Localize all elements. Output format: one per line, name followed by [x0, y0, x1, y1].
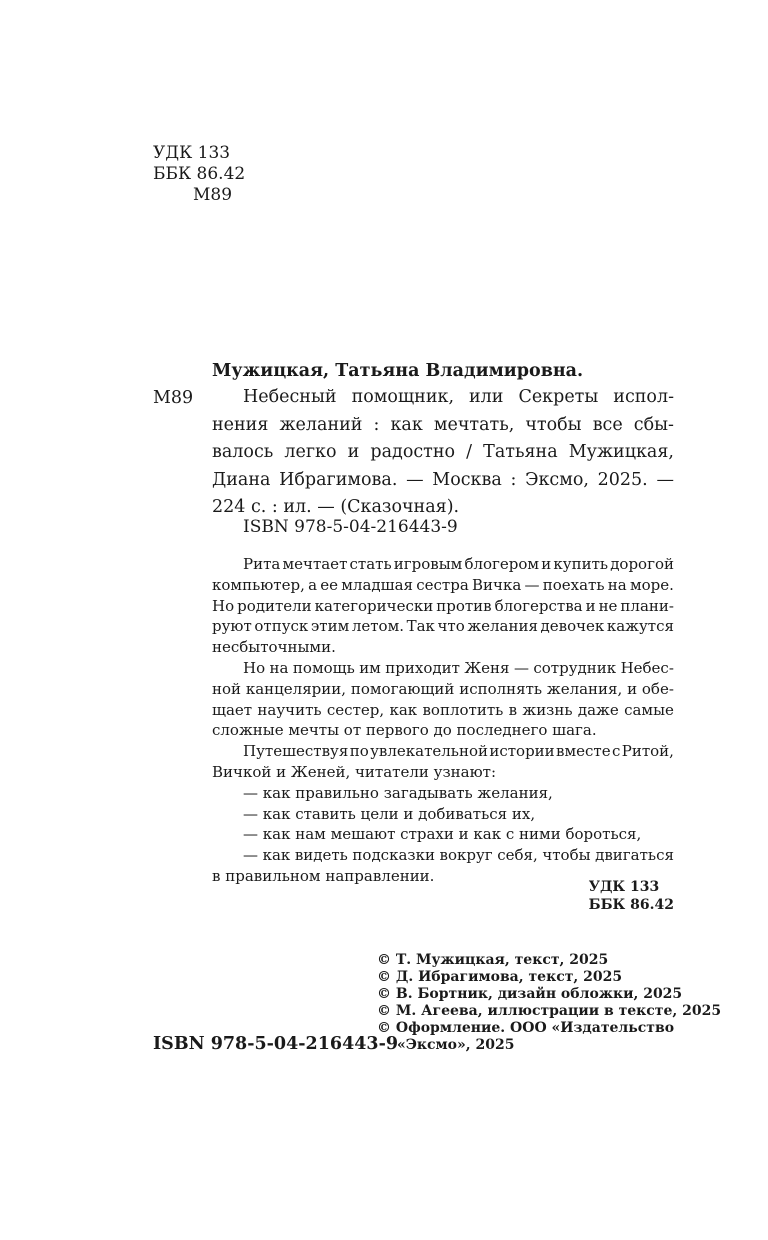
- copyright-line: © Т. Мужицкая, текст, 2025: [377, 952, 609, 968]
- annotation-line: Путешествуя по увлекательной истории вместе с Ритой,: [243, 742, 674, 761]
- bbk-code: ББК 86.42: [153, 164, 246, 184]
- copyright-block: [377, 952, 721, 1054]
- copyright-line: © М. Агеева, иллюстрации в тексте, 2025: [377, 1003, 722, 1019]
- bbk-code-bottom: ББК 86.42: [588, 897, 674, 913]
- classification-bottom: [589, 878, 674, 914]
- bib-line: [212, 467, 674, 495]
- bibliographic-description: [212, 384, 674, 522]
- annotation-line: несбыточными.: [212, 638, 336, 657]
- annotation: [212, 554, 674, 887]
- bib-line-text: валось легко и радостно / Татьяна Мужицкая,: [212, 442, 674, 462]
- udk-code: УДК 133: [153, 143, 231, 163]
- annotation-line: в правильном направлении.: [212, 866, 435, 885]
- classification-top: [153, 143, 245, 206]
- copyright-line: © Оформление. ООО «Издательство: [377, 1020, 675, 1036]
- udk-code-bottom: УДК 133: [588, 879, 660, 895]
- annotation-list-item: — как правильно загадывать желания,: [243, 783, 553, 802]
- annotation-line: щает научить сестер, как воплотить в жизнь даже самые: [212, 700, 674, 719]
- copyright-line: © В. Бортник, дизайн обложки, 2025: [377, 986, 683, 1002]
- annotation-list-item: — как ставить цели и добиваться их,: [243, 804, 536, 823]
- isbn-bottom: ISBN 978-5-04-216443-9: [153, 1034, 399, 1054]
- left-author-sign: М89: [153, 388, 194, 408]
- annotation-line: руют отпуск этим летом. Так что желания девочек кажутся: [212, 617, 674, 636]
- bib-line-text: нения желаний : как мечтать, чтобы все сбы-: [212, 414, 674, 435]
- annotation-line: Вичкой и Женей, читатели узнают:: [212, 762, 496, 781]
- copyright-line: «Эксмо», 2025: [397, 1037, 515, 1053]
- bib-line-text: 224 с. : ил. — (Сказочная).: [212, 497, 460, 517]
- annotation-list-item: — как нам мешают страхи и как с ними бороться,: [243, 825, 642, 844]
- annotation-line: Рита мечтает стать игровым блогером и купить дорогой: [243, 555, 674, 573]
- annotation-line: Но родители категорически против блогерства и не плани-: [212, 596, 674, 615]
- bib-line-text: Диана Ибрагимова. — Москва : Эксмо, 2025. —: [212, 469, 674, 490]
- annotation-line: Но на помощь им приходит Женя — сотрудник Небес-: [243, 658, 674, 677]
- annotation-line: ной канцелярии, помогающий исполнять желания, и обе-: [212, 679, 674, 698]
- isbn-line: ISBN 978-5-04-216443-9: [243, 517, 458, 537]
- bib-line: [212, 412, 674, 440]
- bib-line-text: Небесный помощник, или Секреты испол-: [243, 387, 674, 407]
- author-sign: М89: [193, 185, 233, 205]
- annotation-list-item: — как видеть подсказки вокруг себя, чтобы двигаться: [243, 846, 674, 865]
- author-heading: Мужицкая, Татьяна Владимировна.: [212, 361, 584, 381]
- bib-line: [212, 384, 674, 412]
- annotation-line: компьютер, а ее младшая сестра Вичка — поехать на море.: [212, 575, 674, 594]
- copyright-line: © Д. Ибрагимова, текст, 2025: [377, 969, 623, 985]
- annotation-line: сложные мечты от первого до последнего шага.: [212, 721, 597, 740]
- bib-line: [212, 439, 674, 467]
